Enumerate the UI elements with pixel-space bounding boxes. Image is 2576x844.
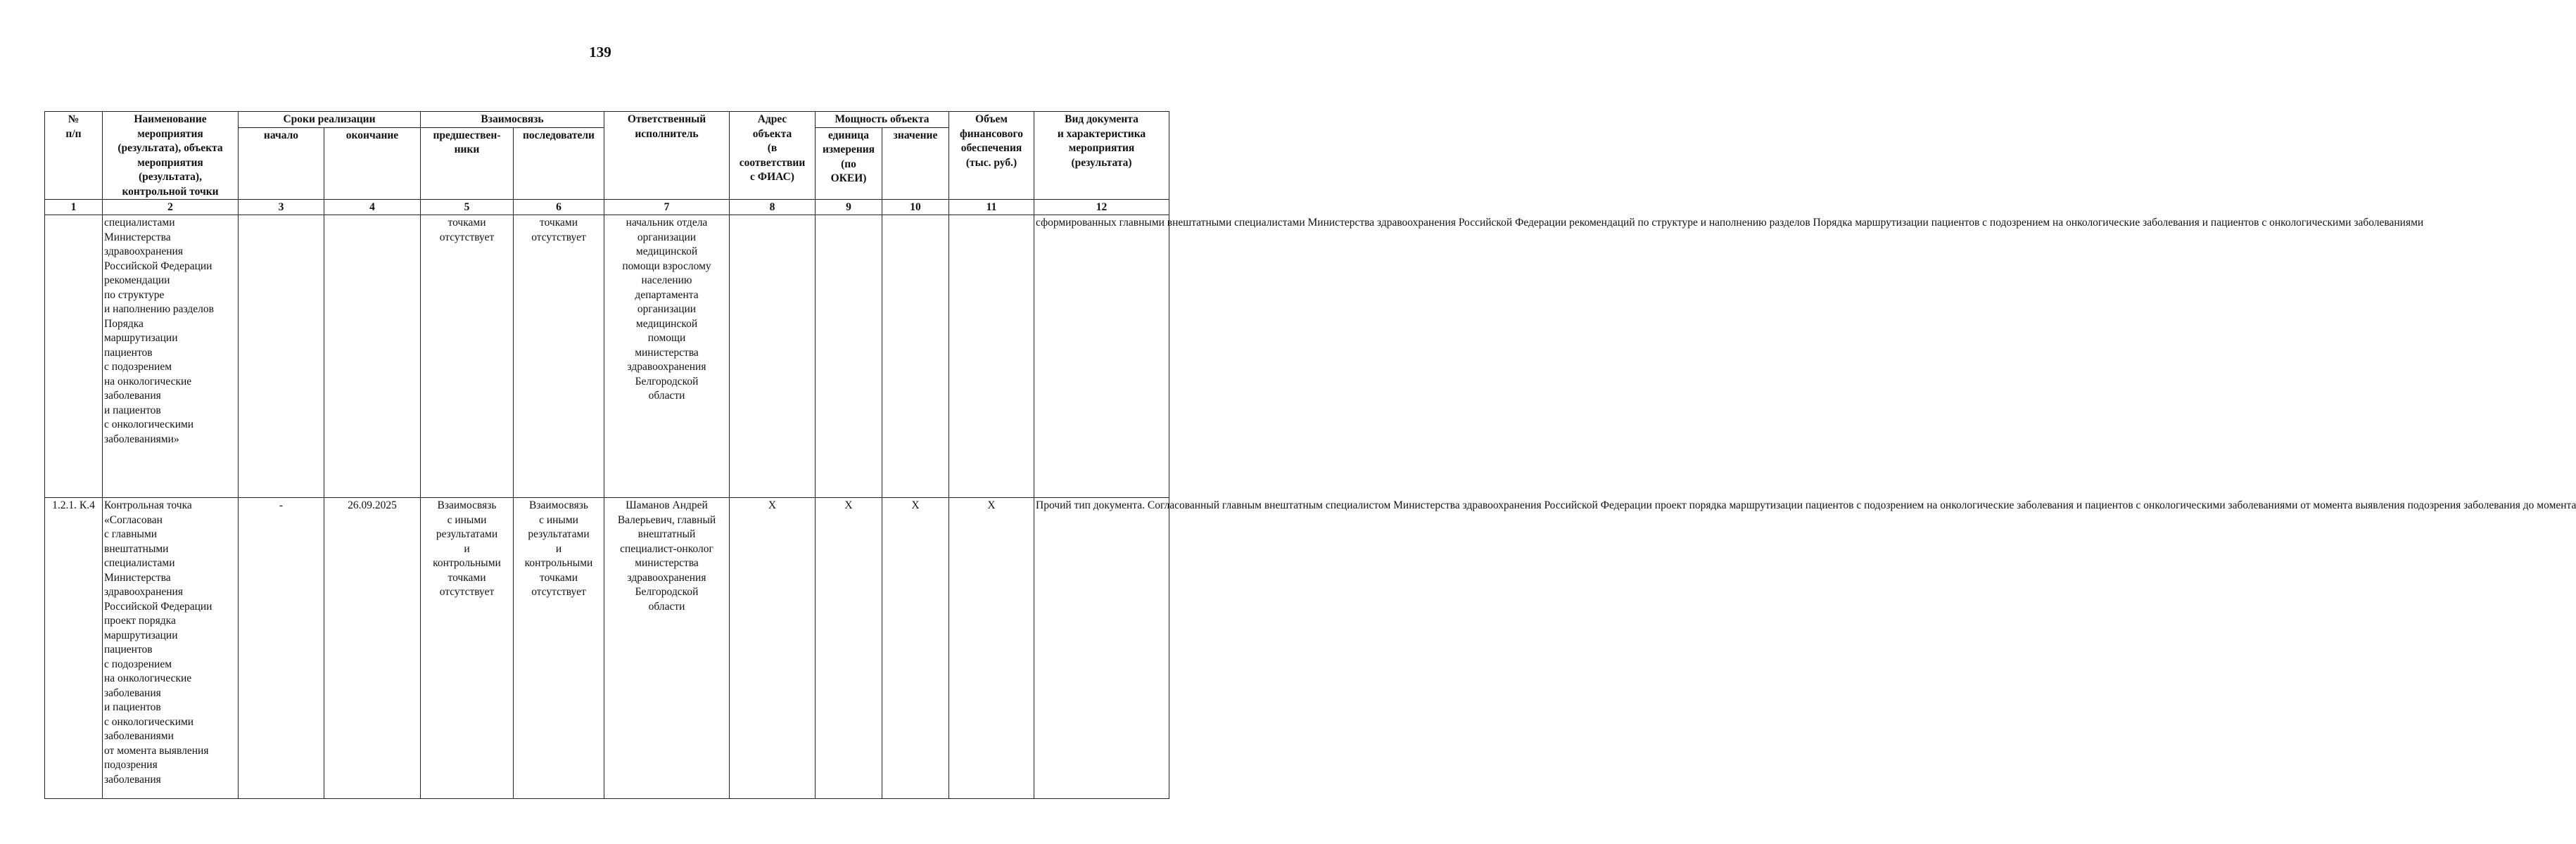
page-number: 139 [589, 44, 611, 60]
column-number: 12 [1034, 200, 1169, 215]
column-number: 3 [239, 200, 324, 215]
header-num: № п/п [45, 112, 103, 200]
column-number: 4 [324, 200, 421, 215]
column-number: 7 [604, 200, 730, 215]
column-number: 1 [45, 200, 103, 215]
cell-responsible: Шаманов Андрей Валерьевич, главный внештатный специалист-онколог министерства здравоохранения Белгородской области [604, 498, 730, 799]
cell-unit: X [816, 498, 882, 799]
cell-successors: Взаимосвязь с иными результатами и контрольными точками отсутствует [514, 498, 604, 799]
column-number: 8 [730, 200, 816, 215]
column-numbers-row [45, 200, 1169, 215]
plan-table [44, 111, 2576, 799]
header-responsible: Ответственный исполнитель [604, 112, 730, 200]
cell-name: Контрольная точка «Согласован с главными внештатными специалистами Министерства здравоохранения Российской Федерации проект порядка маршрутизации пациентов с подозрением на онкологические заболевания и пациентов с онкологическими заболеваниями от момента выявления подозрения заболевания [103, 498, 239, 799]
header-name: Наименование мероприятия (результата), объекта мероприятия (результата), контрольной точки [103, 112, 239, 200]
header-value: значение [882, 127, 949, 199]
cell-successors: точками отсутствует [514, 215, 604, 498]
header-predecessors: предшествен- ники [421, 127, 514, 199]
cell-predecessors: точками отсутствует [421, 215, 514, 498]
cell-start [239, 215, 324, 498]
cell-start: - [239, 498, 324, 799]
header-end: окончание [324, 127, 421, 199]
cell-finance: X [949, 498, 1034, 799]
column-number: 6 [514, 200, 604, 215]
column-number: 5 [421, 200, 514, 215]
cell-num [45, 215, 103, 498]
cell-name: специалистами Министерства здравоохранения Российской Федерации рекомендации по структуре и наполнению разделов Порядка маршрутизации пациентов с подозрением на онкологические заболевания и пациентов с онкологическими заболеваниями» [103, 215, 239, 498]
cell-value: X [882, 498, 949, 799]
cell-unit [816, 215, 882, 498]
column-number: 10 [882, 200, 949, 215]
header-finance: Объем финансового обеспечения (тыс. руб.) [949, 112, 1034, 200]
cell-doc-type: Прочий тип документа. Согласованный главным внештатным специалистом Министерства здравоохранения Российской Федерации проект порядка маршрутизации пациентов с подозрением на онкологические заболевания и пациентов с онкологическими заболеваниями от момента выявления подозрения заболевания до момента [1034, 498, 1169, 799]
header-address: Адрес объекта (в соответствии с ФИАС) [730, 112, 816, 200]
header-unit: единица измерения (по ОКЕИ) [816, 127, 882, 199]
column-number: 11 [949, 200, 1034, 215]
cell-predecessors: Взаимосвязь с иными результатами и контрольными точками отсутствует [421, 498, 514, 799]
cell-finance [949, 215, 1034, 498]
cell-end: 26.09.2025 [324, 498, 421, 799]
header-doc-type: Вид документа и характеристика мероприятия (результата) [1034, 112, 1169, 200]
header-capacity: Мощность объекта [816, 112, 949, 128]
table-row [45, 498, 1169, 799]
cell-doc-type: сформированных главными внештатными специалистами Министерства здравоохранения Российской Федерации рекомендаций по структуре и наполнению разделов Порядка маршрутизации пациентов с подозрением на онкологические заболевания и пациентов с онкологическими заболеваниями [1034, 215, 1169, 498]
header-start: начало [239, 127, 324, 199]
header-terms: Сроки реализации [239, 112, 421, 128]
cell-num: 1.2.1. К.4 [45, 498, 103, 799]
table-row [45, 215, 1169, 498]
cell-responsible: начальник отдела организации медицинской помощи взрослому населению департамента организации медицинской помощи министерства здравоохранения Белгородской области [604, 215, 730, 498]
cell-value [882, 215, 949, 498]
header-successors: последователи [514, 127, 604, 199]
table-header [45, 112, 1169, 215]
column-number: 2 [103, 200, 239, 215]
cell-end [324, 215, 421, 498]
column-number: 9 [816, 200, 882, 215]
cell-address: X [730, 498, 816, 799]
header-link: Взаимосвязь [421, 112, 604, 128]
cell-address [730, 215, 816, 498]
